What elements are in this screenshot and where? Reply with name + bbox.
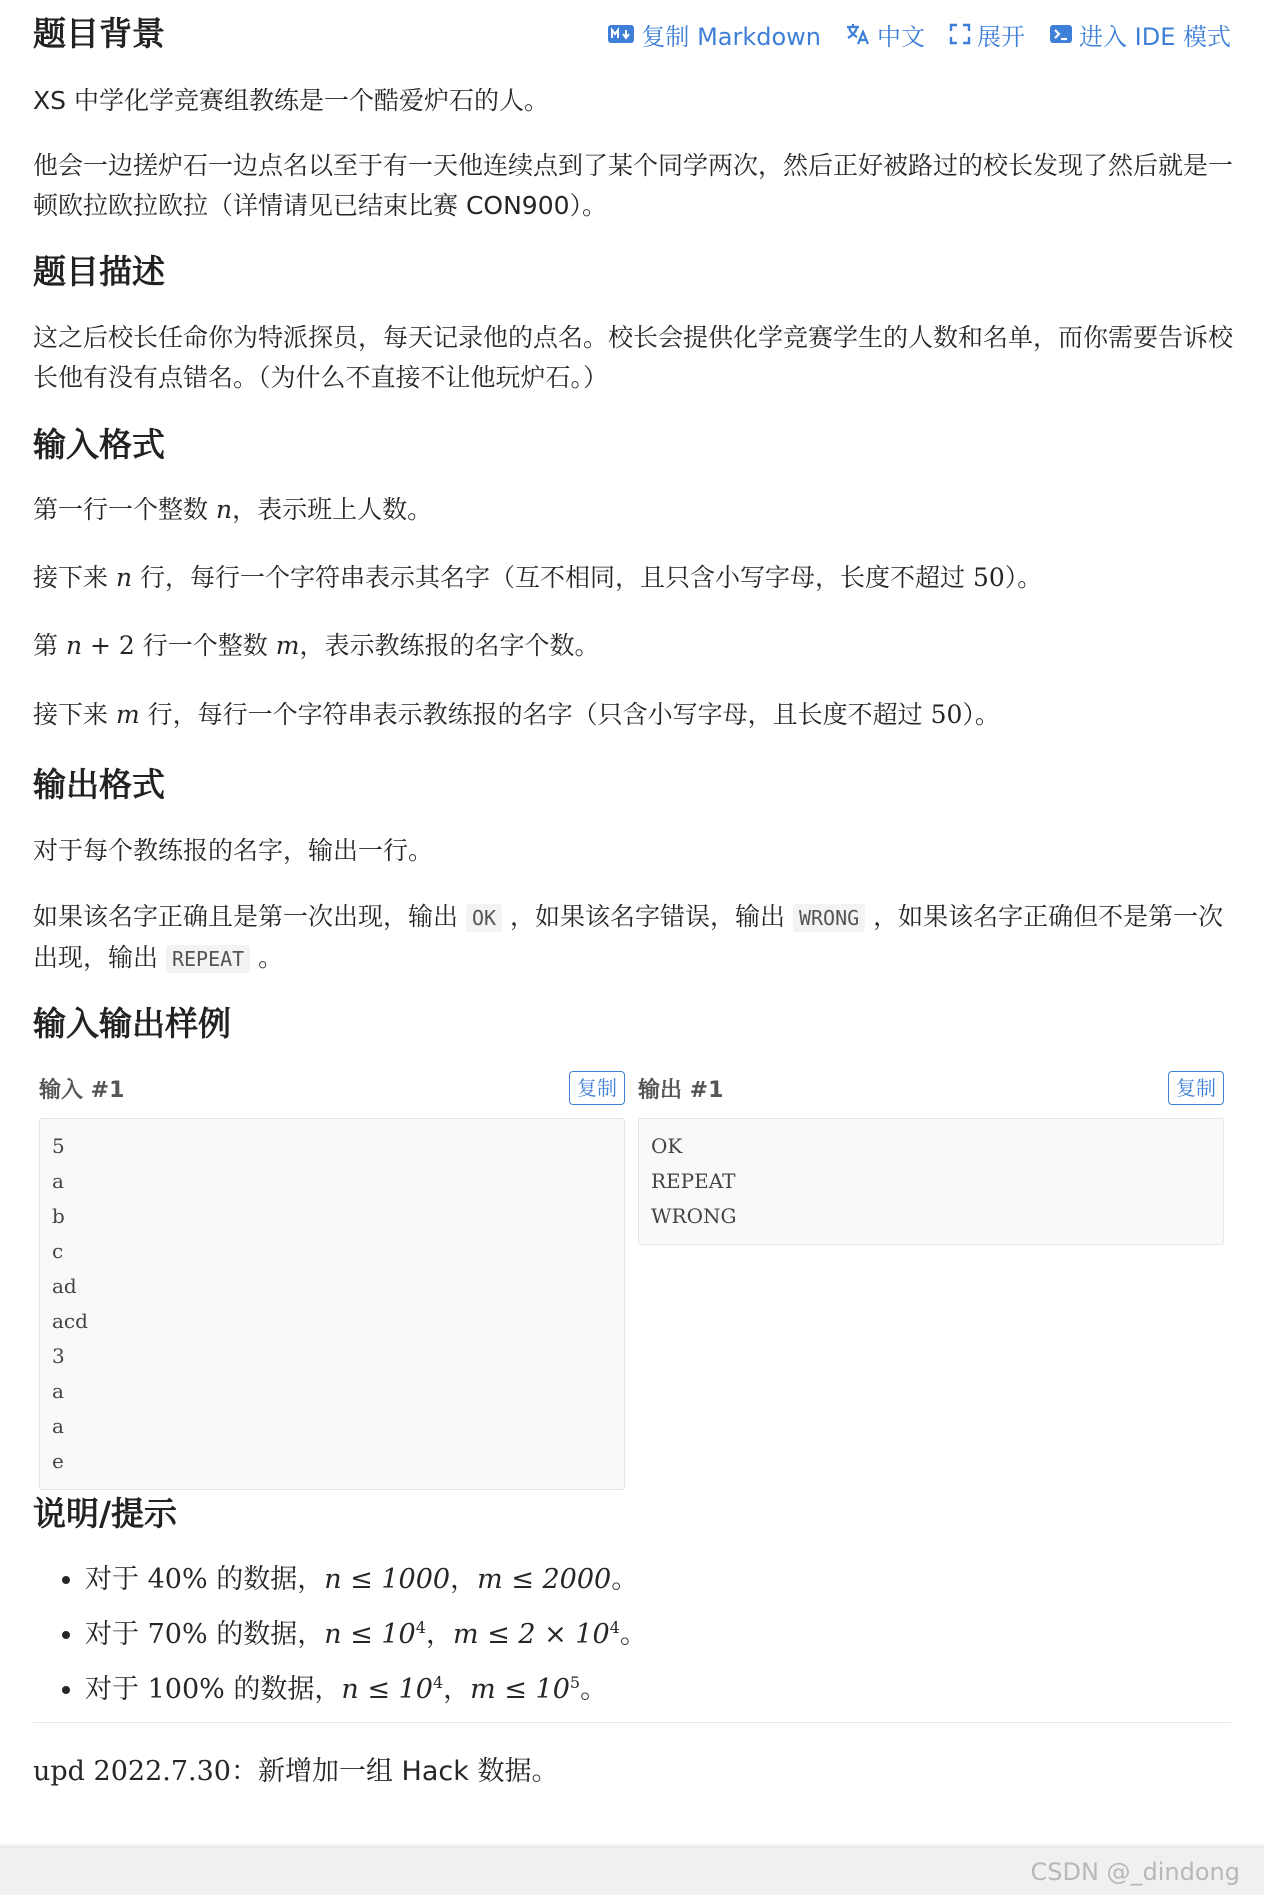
background-text-2: 他会一边搓炉石一边点名以至于有一天他连续点到了某个同学两次，然后正好被路过的校长发现了然后就是一顿欧拉欧拉欧拉（详情请见已结束比赛 CON900）。 bbox=[33, 151, 1234, 220]
input-line-4 bbox=[33, 695, 1233, 735]
language-button[interactable] bbox=[845, 17, 925, 52]
sample-input-header bbox=[39, 1068, 625, 1108]
input-format-heading: 输入格式 bbox=[33, 425, 165, 464]
samples-area bbox=[39, 1068, 1224, 1480]
text-fragment: 行一个整数 bbox=[134, 631, 276, 660]
text-fragment: ， bbox=[443, 1674, 471, 1705]
expand-icon bbox=[949, 23, 971, 45]
sample-line: acd bbox=[52, 1309, 88, 1333]
sample-line: 3 bbox=[52, 1344, 65, 1368]
expand-label: 展开 bbox=[977, 22, 1026, 51]
update-note bbox=[33, 1752, 558, 1792]
math-operator: + bbox=[82, 631, 119, 660]
math-constraint: m ≤ 2 × 10 bbox=[452, 1619, 610, 1650]
output-format-heading: 输出格式 bbox=[33, 765, 165, 804]
problem-toolbar bbox=[607, 14, 1231, 54]
text-fragment: 的数据， bbox=[207, 1564, 325, 1595]
sample-line: c bbox=[52, 1239, 64, 1263]
text-fragment: 接下来 bbox=[33, 563, 116, 592]
copy-input-button[interactable]: 复制 bbox=[569, 1071, 625, 1105]
text-fragment: 对于 bbox=[85, 1619, 148, 1650]
copy-output-button[interactable]: 复制 bbox=[1168, 1071, 1224, 1105]
text-fragment: 。 bbox=[580, 1674, 608, 1705]
text-fragment: ，表示教练报的名字个数。 bbox=[299, 631, 600, 660]
sample-line: OK bbox=[651, 1134, 683, 1158]
hint-item bbox=[85, 1659, 1264, 1714]
sample-output-box[interactable] bbox=[638, 1118, 1224, 1245]
math-exponent: 4 bbox=[609, 1618, 620, 1637]
samples-heading: 输入输出样例 bbox=[33, 1004, 231, 1043]
ide-mode-label: 进入 IDE 模式 bbox=[1079, 22, 1231, 51]
text-fragment: 接下来 bbox=[33, 700, 116, 729]
math-constraint: n ≤ 10 bbox=[341, 1674, 433, 1705]
sample-input-box[interactable] bbox=[39, 1118, 625, 1490]
math-number: 50 bbox=[930, 700, 963, 729]
math-variable: n bbox=[115, 563, 133, 592]
watermark: CSDN @_dindong bbox=[1030, 1858, 1240, 1886]
output-text-2 bbox=[33, 897, 1233, 979]
text-fragment: ， bbox=[425, 1619, 453, 1650]
math-variable: n bbox=[65, 631, 83, 660]
sample-output-panel bbox=[638, 1068, 1224, 1245]
text-fragment: 。 bbox=[250, 943, 284, 972]
copy-markdown-button[interactable] bbox=[607, 17, 821, 52]
text-fragment: 行，每行一个字符串表示教练报的名字（只含小写字母，且长度不超过 bbox=[139, 700, 931, 729]
ide-mode-button[interactable] bbox=[1049, 17, 1231, 52]
expand-button[interactable] bbox=[949, 17, 1025, 52]
sample-output-header bbox=[638, 1068, 1224, 1108]
math-constraint: m ≤ 10 bbox=[470, 1674, 570, 1705]
math-percent: 40% bbox=[147, 1564, 208, 1595]
math-exponent: 4 bbox=[432, 1673, 444, 1692]
math-constraint: m ≤ 2000 bbox=[477, 1564, 612, 1595]
text-fragment: ，如果该名字错误，输出 bbox=[502, 902, 793, 931]
input-line-1 bbox=[33, 490, 1233, 530]
math-exponent: 4 bbox=[415, 1618, 426, 1637]
text-fragment: 第 bbox=[33, 631, 66, 660]
hint-item bbox=[85, 1604, 1264, 1659]
divider bbox=[33, 1722, 1231, 1723]
math-percent: 70% bbox=[147, 1619, 208, 1650]
sample-line: 5 bbox=[52, 1134, 65, 1158]
math-variable: m bbox=[115, 700, 140, 729]
background-text-1: XS 中学化学竞赛组教练是一个酷爱炉石的人。 bbox=[33, 86, 549, 115]
math-variable: n bbox=[215, 495, 233, 524]
sample-input-panel bbox=[39, 1068, 625, 1490]
sample-output-title: 输出 #1 bbox=[638, 1077, 724, 1103]
text-fragment: ）。 bbox=[1004, 563, 1043, 592]
text-fragment: 如果该名字正确且是第一次出现，输出 bbox=[33, 902, 466, 931]
text-fragment: ， bbox=[450, 1564, 478, 1595]
output-text-1: 对于每个教练报的名字，输出一行。 bbox=[33, 836, 434, 865]
sample-line: e bbox=[52, 1449, 64, 1473]
sample-line: WRONG bbox=[651, 1204, 737, 1228]
sample-input-title: 输入 #1 bbox=[39, 1077, 125, 1103]
code-wrong: WRONG bbox=[793, 904, 865, 932]
sample-line: a bbox=[52, 1169, 64, 1193]
text-fragment: 。 bbox=[611, 1564, 639, 1595]
markdown-icon bbox=[607, 24, 635, 44]
text-fragment: 第一行一个整数 bbox=[33, 495, 216, 524]
description-heading: 题目描述 bbox=[33, 252, 165, 291]
math-constraint: n ≤ 1000 bbox=[324, 1564, 451, 1595]
translate-icon bbox=[845, 22, 871, 46]
update-date: upd 2022.7.30 bbox=[33, 1756, 231, 1787]
math-exponent: 5 bbox=[569, 1673, 581, 1692]
sample-line: a bbox=[52, 1414, 64, 1438]
text-fragment: 。 bbox=[619, 1619, 647, 1650]
text-fragment: ，表示班上人数。 bbox=[232, 495, 433, 524]
input-line-2 bbox=[33, 558, 1233, 598]
math-variable: m bbox=[275, 631, 300, 660]
code-ok: OK bbox=[466, 904, 502, 932]
sample-line: b bbox=[52, 1204, 65, 1228]
background-heading: 题目背景 bbox=[33, 14, 165, 53]
text-fragment: 的数据， bbox=[224, 1674, 342, 1705]
math-constraint: n ≤ 10 bbox=[324, 1619, 416, 1650]
text-fragment: ，如果该名字正确但不是第一次出现，输出 bbox=[33, 902, 1224, 972]
terminal-icon bbox=[1049, 24, 1073, 44]
text-fragment: ）。 bbox=[962, 700, 1000, 729]
math-percent: 100% bbox=[147, 1674, 225, 1705]
math-number: 50 bbox=[972, 563, 1005, 592]
hint-item bbox=[85, 1556, 1264, 1604]
sample-line: ad bbox=[52, 1274, 77, 1298]
hints-heading: 说明/提示 bbox=[33, 1494, 178, 1533]
code-repeat: REPEAT bbox=[166, 945, 250, 973]
input-line-3 bbox=[33, 626, 1233, 666]
sample-line: REPEAT bbox=[651, 1169, 736, 1193]
copy-markdown-label: 复制 Markdown bbox=[641, 22, 822, 51]
text-fragment: 的数据， bbox=[207, 1619, 325, 1650]
math-number: 2 bbox=[118, 631, 135, 660]
update-text: ：新增加一组 Hack 数据。 bbox=[230, 1756, 559, 1787]
text-fragment: 对于 bbox=[85, 1674, 148, 1705]
text-fragment: 对于 bbox=[85, 1564, 148, 1595]
sample-line: a bbox=[52, 1379, 64, 1403]
language-label: 中文 bbox=[877, 22, 926, 51]
text-fragment: 行，每行一个字符串表示其名字（互不相同，且只含小写字母，长度不超过 bbox=[132, 563, 973, 592]
description-text: 这之后校长任命你为特派探员，每天记录他的点名。校长会提供化学竞赛学生的人数和名单，而你需要告诉校长他有没有点错名。（为什么不直接不让他玩炉石。） bbox=[33, 323, 1234, 392]
hints-list bbox=[33, 1556, 1264, 1714]
